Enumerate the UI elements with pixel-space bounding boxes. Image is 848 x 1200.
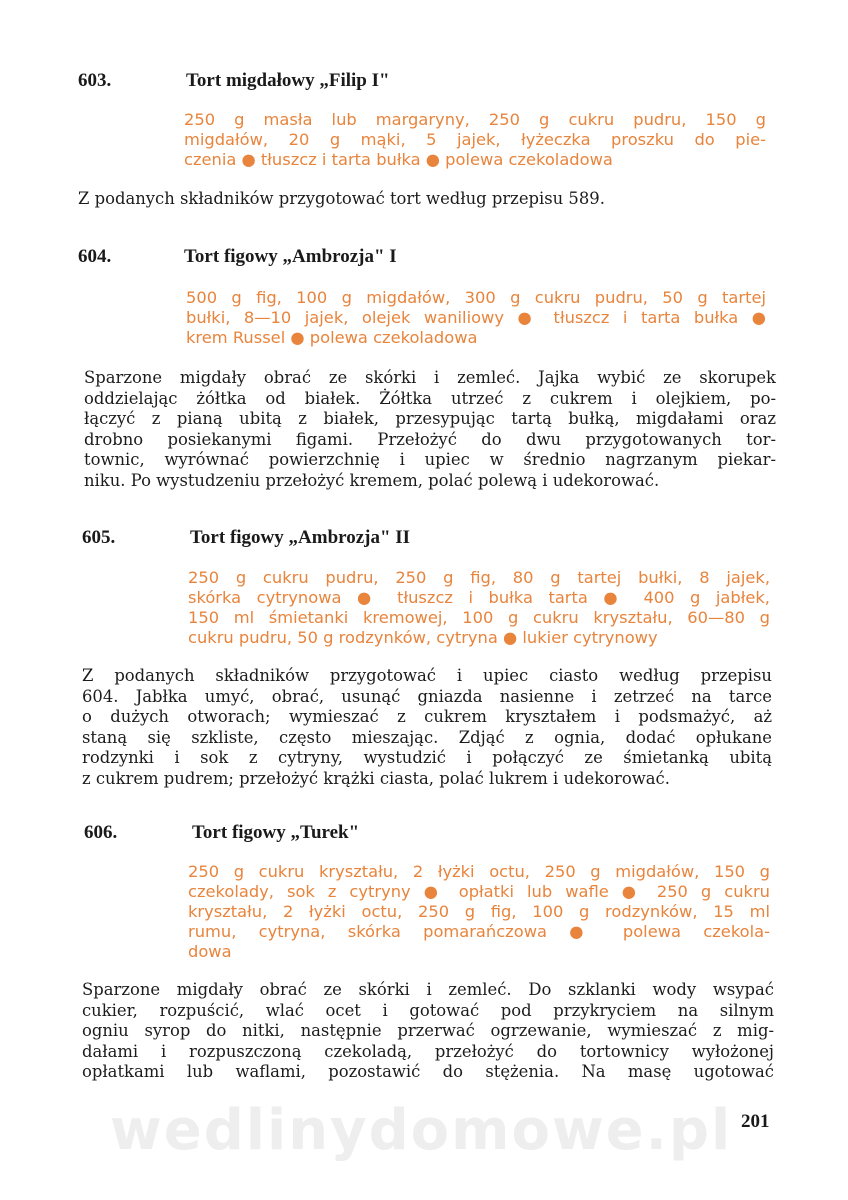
instructions-line: townic, wyrównać powierzchnię i upiec w średnio nagrzanym piekar- [84, 450, 776, 469]
ingredients-line: kryształu, 2 łyżki octu, 250 g fig, 100 g rodzynków, 15 ml [188, 902, 770, 921]
ingredients-line: czekolady, sok z cytryny ● opłatki lub wafle ● 250 g cukru [188, 882, 770, 901]
ingredients-line: cukru pudru, 50 g rodzynków, cytryna ● lukier cytrynowy [188, 628, 658, 647]
instructions-line: cukier, rozpuścić, wlać ocet i gotować pod przykryciem na silnym [82, 1000, 774, 1020]
recipe-number: 603. [78, 70, 112, 91]
instructions-line: opłatkami lub waflami, pozostawić do stężenia. Na masę ugotować [82, 1062, 774, 1081]
recipe-title: Tort migdałowy „Filip I" [186, 70, 390, 91]
ingredients-line: krem Russel ● polewa czekoladowa [186, 328, 478, 347]
ingredients-606 [188, 862, 770, 962]
ingredients-605 [188, 568, 770, 648]
page-number: 201 [741, 1111, 770, 1132]
recipe-title: Tort figowy „Turek" [192, 822, 360, 843]
instructions-line: drobno posiekanymi figami. Przełożyć do dwu przygotowanych tor- [84, 429, 776, 449]
ingredients-line: rumu, cytryna, skórka pomarańczowa ● polewa czekola- [188, 922, 770, 941]
instructions-line: o dużych otworach; wymieszać z cukrem kryształem i podsmażyć, aż [82, 707, 772, 726]
ingredients-line: skórka cytrynowa ● tłuszcz i bułka tarta ● 400 g jabłek, [188, 588, 770, 607]
recipe-title: Tort figowy „Ambrozja" II [190, 527, 411, 548]
recipe-title: Tort figowy „Ambrozja" I [184, 246, 397, 267]
ingredients-line: czenia ● tłuszcz i tarta bułka ● polewa czekoladowa [184, 150, 613, 169]
ingredients-line: migdałów, 20 g mąki, 5 jajek, łyżeczka proszku do pie- [184, 130, 766, 149]
ingredients-line: 250 g cukru kryształu, 2 łyżki octu, 250 g migdałów, 150 g [188, 862, 770, 881]
instructions-line: 604. Jabłka umyć, obrać, usunąć gniazda nasienne i zetrzeć na tarce [82, 686, 772, 706]
ingredients-line: bułki, 8—10 jajek, olejek waniliowy ● tłuszcz i tarta bułka ● [186, 308, 766, 327]
instructions-line: rodzynki i sok z cytryny, wystudzić i połączyć ze śmietanką ubitą [82, 748, 772, 767]
ingredients-line: dowa [188, 942, 232, 961]
instructions-line: dałami i rozpuszczoną czekoladą, przełożyć do tortownicy wyłożonej [82, 1041, 774, 1061]
instructions-line: ogniu syrop do nitki, następnie przerwać ogrzewanie, wymieszać z mig- [82, 1021, 774, 1040]
ingredients-line: 500 g fig, 100 g migdałów, 300 g cukru pudru, 50 g tartej [186, 288, 766, 307]
instructions-line: Z podanych składników przygotować i upiec ciasto według przepisu [82, 666, 772, 685]
instructions-line: Z podanych składników przygotować tort według przepisu 589. [78, 189, 605, 208]
ingredients-604 [186, 288, 766, 348]
instructions-606 [82, 980, 774, 1083]
instructions-line: niku. Po wystudzeniu przełożyć kremem, polać polewą i udekorować. [84, 470, 660, 490]
instructions-line: łączyć z pianą ubitą z białek, przesypując tartą bułką, migdałami oraz [84, 409, 776, 428]
instructions-line: Sparzone migdały obrać ze skórki i zemleć. Do szklanki wody wsypać [82, 980, 774, 999]
ingredients-line: 250 g cukru pudru, 250 g fig, 80 g tartej bułki, 8 jajek, [188, 568, 770, 587]
recipe-number: 606. [84, 822, 118, 843]
recipe-number: 605. [82, 527, 116, 548]
instructions-line: z cukrem pudrem; przełożyć krążki ciasta, polać lukrem i udekorować. [82, 768, 670, 788]
recipe-number: 604. [78, 246, 112, 267]
instructions-line: oddzielając żółtka od białek. Żółtka utrzeć z cukrem i olejkiem, po- [84, 388, 776, 408]
ingredients-603 [184, 110, 766, 170]
instructions-603 [78, 189, 768, 210]
ingredients-line: 250 g masła lub margaryny, 250 g cukru pudru, 150 g [184, 110, 766, 129]
watermark: wedlinydomowe.pl [110, 1098, 733, 1163]
ingredients-line: 150 ml śmietanki kremowej, 100 g cukru kryształu, 60—80 g [188, 608, 770, 627]
instructions-604 [84, 368, 776, 491]
instructions-line: staną się szkliste, często mieszając. Zdjąć z ognia, dodać opłukane [82, 727, 772, 747]
instructions-605 [82, 666, 772, 789]
instructions-line: Sparzone migdały obrać ze skórki i zemleć. Jajka wybić ze skorupek [84, 368, 776, 387]
